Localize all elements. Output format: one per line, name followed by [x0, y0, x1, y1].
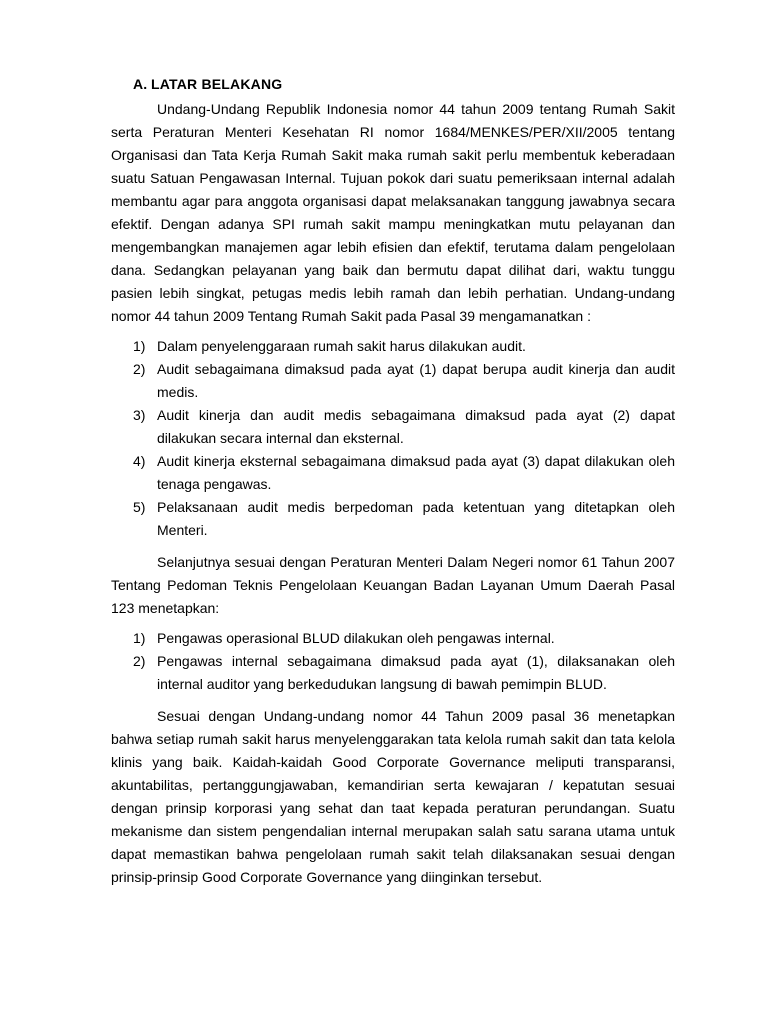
section-heading [133, 74, 675, 94]
paragraph-1: Undang-Undang Republik Indonesia nomor 44 tahun 2009 tentang Rumah Sakit serta Peraturan Menteri Kesehatan RI nomor 1684/MENKES/PER/XII/2005 tentang Organisasi dan Tata Kerja Rumah Sakit maka rumah sakit perlu membentuk keberadaan suatu Satuan Pengawasan Internal. Tujuan pokok dari suatu pemeriksaan internal adalah membantu agar para anggota organisasi dapat melaksanakan tanggung jawabnya secara efektif. Dengan adanya SPI rumah sakit mampu meningkatkan mutu pelayanan dan mengembangkan manajemen agar lebih efisien dan efektif, terutama dalam pengelolaan dana. Sedangkan pelayanan yang baik dan bermutu dapat dilihat dari, waktu tunggu pasien lebih singkat, petugas medis lebih ramah dan lebih perhatian. Undang-undang nomor 44 tahun 2009 Tentang Rumah Sakit pada Pasal 39 mengamanatkan : [111, 101, 675, 324]
list-item [111, 358, 675, 404]
list-item-number: 3) [133, 407, 146, 423]
list-item [111, 404, 675, 450]
list-item-number: 5) [133, 499, 146, 515]
list-item [111, 450, 675, 496]
paragraph-2: Selanjutnya sesuai dengan Peraturan Menteri Dalam Negeri nomor 61 Tahun 2007 Tentang Pedoman Teknis Pengelolaan Keuangan Badan Layanan Umum Daerah Pasal 123 menetapkan: [111, 554, 675, 616]
list-item-text: Dalam penyelenggaraan rumah sakit harus dilakukan audit. [157, 338, 526, 354]
document-page [111, 74, 675, 889]
list-item-text: Pelaksanaan audit medis berpedoman pada ketentuan yang ditetapkan oleh Menteri. [157, 499, 675, 538]
list-item-number: 1) [133, 338, 146, 354]
list-item-number: 1) [133, 630, 146, 646]
list-item-text: Audit sebagaimana dimaksud pada ayat (1) dapat berupa audit kinerja dan audit medis. [157, 361, 675, 400]
list-item-text: Audit kinerja dan audit medis sebagaimana dimaksud pada ayat (2) dapat dilakukan secara internal dan eksternal. [157, 407, 675, 446]
list-item-text: Pengawas internal sebagaimana dimaksud pada ayat (1), dilaksanakan oleh internal auditor yang berkedudukan langsung di bawah pemimpin BLUD. [157, 653, 675, 692]
list-item-number: 2) [133, 653, 146, 669]
paragraph-3: Sesuai dengan Undang-undang nomor 44 Tahun 2009 pasal 36 menetapkan bahwa setiap rumah sakit harus menyelenggarakan tata kelola rumah sakit dan tata kelola klinis yang baik. Kaidah-kaidah Good Corporate Governance meliputi transparansi, akuntabilitas, pertanggungjawaban, kemandirian serta kewajaran / kepatutan sesuai dengan prinsip korporasi yang sehat dan taat kepada peraturan perundangan. Suatu mekanisme dan sistem pengendalian internal merupakan salah satu sarana utama untuk dapat memastikan bahwa pengelolaan rumah sakit telah dilaksanakan sesuai dengan prinsip-prinsip Good Corporate Governance yang diinginkan tersebut. [111, 708, 675, 885]
audit-list [111, 335, 675, 542]
heading-title: LATAR BELAKANG [151, 76, 283, 92]
list-item-text: Audit kinerja eksternal sebagaimana dimaksud pada ayat (3) dapat dilakukan oleh tenaga pengawas. [157, 453, 675, 492]
blud-list [111, 627, 675, 696]
list-item [111, 650, 675, 696]
list-item-number: 2) [133, 361, 146, 377]
list-item-text: Pengawas operasional BLUD dilakukan oleh pengawas internal. [157, 630, 555, 646]
list-item [111, 496, 675, 542]
list-item [111, 627, 675, 650]
list-item [111, 335, 675, 358]
list-item-number: 4) [133, 453, 146, 469]
heading-number: A. [133, 76, 148, 92]
